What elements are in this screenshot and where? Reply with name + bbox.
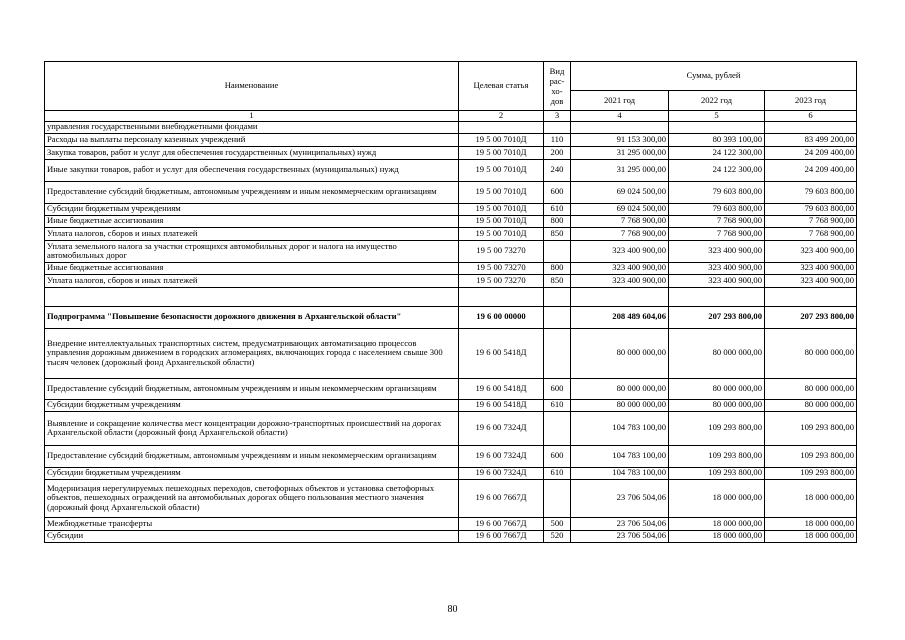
cell-sum-2022: 24 122 300,00 [669, 146, 765, 159]
cell-target-article: 19 6 00 7324Д [459, 445, 544, 467]
cell-sum-2021: 69 024 500,00 [571, 203, 669, 215]
header-2022: 2022 год [669, 91, 765, 111]
cell-sum-2022: 18 000 000,00 [669, 530, 765, 542]
cell-sum-2023: 24 209 400,00 [765, 146, 857, 159]
header-2023: 2023 год [765, 91, 857, 111]
cell-sum-2023: 18 000 000,00 [765, 530, 857, 542]
cell-sum-2023: 7 768 900,00 [765, 227, 857, 240]
budget-table [44, 61, 857, 543]
cell-name: Выявление и сокращение количества мест концентрации дорожно-транспортных происшествий на дорогах Архангельской области (дорожный фонд Архангельской области) [45, 411, 459, 445]
cell-sum-2022: 80 393 100,00 [669, 133, 765, 146]
cell-sum-2022: 79 603 800,00 [669, 203, 765, 215]
table-row [45, 411, 857, 445]
column-number-row [45, 111, 857, 122]
cell-sum-2021: 80 000 000,00 [571, 399, 669, 411]
cell-expense-type [544, 287, 571, 306]
cell-sum-2021 [571, 121, 669, 133]
cell-target-article: 19 6 00 7667Д [459, 479, 544, 517]
cell-sum-2021: 69 024 500,00 [571, 181, 669, 203]
cell-sum-2023: 24 209 400,00 [765, 159, 857, 181]
cell-sum-2023: 7 768 900,00 [765, 215, 857, 227]
cell-sum-2023: 80 000 000,00 [765, 399, 857, 411]
cell-sum-2022: 79 603 800,00 [669, 181, 765, 203]
cell-sum-2022: 323 400 900,00 [669, 240, 765, 262]
cell-sum-2023: 109 293 800,00 [765, 445, 857, 467]
header-name: Наименование [45, 62, 459, 111]
cell-expense-type: 800 [544, 215, 571, 227]
cell-target-article: 19 6 00 5418Д [459, 399, 544, 411]
cell-sum-2022: 109 293 800,00 [669, 411, 765, 445]
cell-expense-type: 800 [544, 262, 571, 274]
cell-sum-2023 [765, 287, 857, 306]
cell-sum-2022: 80 000 000,00 [669, 328, 765, 378]
cell-target-article: 19 5 00 7010Д [459, 133, 544, 146]
cell-sum-2021: 23 706 504,06 [571, 530, 669, 542]
cell-sum-2023: 79 603 800,00 [765, 181, 857, 203]
table-row [45, 227, 857, 240]
cell-expense-type: 600 [544, 378, 571, 399]
cell-sum-2022: 323 400 900,00 [669, 274, 765, 287]
cell-name: Внедрение интеллектуальных транспортных систем, предусматривающих автоматизацию процессов управления дорожным движением в городских агломерациях, включающих города с населением свыше 300 тысяч человек (дорожный фонд Архангельской области) [45, 328, 459, 378]
cell-sum-2021: 7 768 900,00 [571, 227, 669, 240]
cell-sum-2023: 79 603 800,00 [765, 203, 857, 215]
cell-target-article: 19 6 00 5418Д [459, 328, 544, 378]
cell-target-article: 19 6 00 5418Д [459, 378, 544, 399]
cell-sum-2023: 323 400 900,00 [765, 262, 857, 274]
cell-expense-type: 850 [544, 227, 571, 240]
cell-target-article: 19 6 00 7324Д [459, 411, 544, 445]
column-number: 2 [459, 111, 544, 122]
cell-expense-type [544, 121, 571, 133]
cell-sum-2022: 109 293 800,00 [669, 445, 765, 467]
cell-sum-2022 [669, 121, 765, 133]
cell-expense-type: 110 [544, 133, 571, 146]
cell-sum-2022: 18 000 000,00 [669, 479, 765, 517]
cell-target-article: 19 6 00 7667Д [459, 517, 544, 530]
table-row [45, 262, 857, 274]
table-body [45, 121, 857, 542]
table-row [45, 530, 857, 542]
cell-expense-type: 610 [544, 203, 571, 215]
cell-sum-2022: 7 768 900,00 [669, 215, 765, 227]
cell-expense-type: 610 [544, 399, 571, 411]
cell-sum-2022: 80 000 000,00 [669, 378, 765, 399]
cell-expense-type [544, 479, 571, 517]
cell-name: Модернизация нерегулируемых пешеходных переходов, светофорных объектов и установка светофорных объектов, пешеходных ограждений на автомобильных дорогах общего пользования местного значения (дорожный фонд Архангельской области) [45, 479, 459, 517]
cell-target-article [459, 121, 544, 133]
page-number: 80 [447, 604, 458, 615]
cell-name: Межбюджетные трансферты [45, 517, 459, 530]
cell-sum-2023: 80 000 000,00 [765, 378, 857, 399]
cell-sum-2023: 109 293 800,00 [765, 467, 857, 479]
cell-sum-2023: 83 499 200,00 [765, 133, 857, 146]
cell-target-article: 19 5 00 7010Д [459, 159, 544, 181]
cell-expense-type: 240 [544, 159, 571, 181]
cell-name: Иные бюджетные ассигнования [45, 215, 459, 227]
cell-name: Уплата налогов, сборов и иных платежей [45, 227, 459, 240]
table-row [45, 133, 857, 146]
cell-sum-2023: 80 000 000,00 [765, 328, 857, 378]
cell-expense-type: 610 [544, 467, 571, 479]
cell-target-article: 19 5 00 7010Д [459, 203, 544, 215]
cell-expense-type: 850 [544, 274, 571, 287]
cell-name: Субсидии бюджетным учреждениям [45, 203, 459, 215]
column-number: 5 [669, 111, 765, 122]
cell-expense-type [544, 306, 571, 328]
cell-name: Иные бюджетные ассигнования [45, 262, 459, 274]
table-row [45, 181, 857, 203]
cell-name: Субсидии бюджетным учреждениям [45, 399, 459, 411]
table-row [45, 328, 857, 378]
cell-sum-2021: 104 783 100,00 [571, 467, 669, 479]
cell-name: Иные закупки товаров, работ и услуг для обеспечения государственных (муниципальных) нужд [45, 159, 459, 181]
cell-expense-type: 500 [544, 517, 571, 530]
cell-sum-2022: 207 293 800,00 [669, 306, 765, 328]
cell-target-article: 19 5 00 73270 [459, 262, 544, 274]
table-row [45, 467, 857, 479]
cell-target-article: 19 6 00 7667Д [459, 530, 544, 542]
header-sum: Сумма, рублей [571, 62, 857, 91]
cell-sum-2023: 323 400 900,00 [765, 274, 857, 287]
cell-name: Подпрограмма "Повышение безопасности дорожного движения в Архангельской области" [45, 306, 459, 328]
cell-name: Расходы на выплаты персоналу казенных учреждений [45, 133, 459, 146]
cell-sum-2021: 104 783 100,00 [571, 445, 669, 467]
cell-expense-type: 600 [544, 445, 571, 467]
column-number: 4 [571, 111, 669, 122]
cell-sum-2022: 7 768 900,00 [669, 227, 765, 240]
table-row [45, 159, 857, 181]
cell-sum-2023: 323 400 900,00 [765, 240, 857, 262]
table-row [45, 378, 857, 399]
cell-name: Уплата земельного налога за участки строящихся автомобильных дорог и налога на имущество автомобильных дорог [45, 240, 459, 262]
cell-sum-2022: 24 122 300,00 [669, 159, 765, 181]
table-row [45, 146, 857, 159]
table-row [45, 215, 857, 227]
cell-sum-2023 [765, 121, 857, 133]
cell-sum-2021: 31 295 000,00 [571, 159, 669, 181]
cell-target-article: 19 5 00 7010Д [459, 146, 544, 159]
cell-sum-2023: 18 000 000,00 [765, 517, 857, 530]
cell-name: Закупка товаров, работ и услуг для обеспечения государственных (муниципальных) нужд [45, 146, 459, 159]
cell-expense-type [544, 411, 571, 445]
cell-target-article: 19 5 00 7010Д [459, 215, 544, 227]
table-row [45, 121, 857, 133]
column-number: 3 [544, 111, 571, 122]
table-row [45, 517, 857, 530]
cell-name: управления государственными внебюджетными фондами [45, 121, 459, 133]
cell-sum-2022: 80 000 000,00 [669, 399, 765, 411]
cell-sum-2022 [669, 287, 765, 306]
cell-name: Предоставление субсидий бюджетным, автономным учреждениям и иным некоммерческим организациям [45, 378, 459, 399]
cell-name [45, 287, 459, 306]
cell-sum-2023: 207 293 800,00 [765, 306, 857, 328]
header-expense-type: Вид рас-хо-дов [544, 62, 571, 111]
cell-name: Предоставление субсидий бюджетным, автономным учреждениям и иным некоммерческим организациям [45, 445, 459, 467]
cell-target-article: 19 5 00 7010Д [459, 181, 544, 203]
cell-sum-2021: 7 768 900,00 [571, 215, 669, 227]
table-row [45, 203, 857, 215]
table-row [45, 399, 857, 411]
header-2021: 2021 год [571, 91, 669, 111]
cell-sum-2021: 31 295 000,00 [571, 146, 669, 159]
cell-name: Предоставление субсидий бюджетным, автономным учреждениям и иным некоммерческим организациям [45, 181, 459, 203]
cell-sum-2022: 323 400 900,00 [669, 262, 765, 274]
cell-sum-2022: 109 293 800,00 [669, 467, 765, 479]
cell-sum-2021: 323 400 900,00 [571, 262, 669, 274]
cell-sum-2021: 80 000 000,00 [571, 378, 669, 399]
cell-target-article: 19 6 00 00000 [459, 306, 544, 328]
cell-expense-type: 520 [544, 530, 571, 542]
cell-name: Субсидии бюджетным учреждениям [45, 467, 459, 479]
cell-sum-2021: 323 400 900,00 [571, 240, 669, 262]
table-row [45, 479, 857, 517]
header-target-article: Целевая статья [459, 62, 544, 111]
table-row [45, 306, 857, 328]
cell-sum-2021: 23 706 504,06 [571, 517, 669, 530]
cell-sum-2021 [571, 287, 669, 306]
cell-name: Уплата налогов, сборов и иных платежей [45, 274, 459, 287]
table-row [45, 287, 857, 306]
cell-sum-2021: 91 153 300,00 [571, 133, 669, 146]
cell-name: Субсидии [45, 530, 459, 542]
cell-target-article: 19 5 00 73270 [459, 274, 544, 287]
cell-sum-2021: 23 706 504,06 [571, 479, 669, 517]
column-number: 6 [765, 111, 857, 122]
cell-expense-type [544, 240, 571, 262]
cell-target-article: 19 5 00 73270 [459, 240, 544, 262]
table-row [45, 274, 857, 287]
cell-sum-2021: 208 489 604,06 [571, 306, 669, 328]
table-row [45, 445, 857, 467]
cell-expense-type [544, 328, 571, 378]
table-row [45, 240, 857, 262]
column-number: 1 [45, 111, 459, 122]
cell-sum-2021: 323 400 900,00 [571, 274, 669, 287]
cell-target-article [459, 287, 544, 306]
cell-target-article: 19 5 00 7010Д [459, 227, 544, 240]
cell-sum-2023: 109 293 800,00 [765, 411, 857, 445]
cell-sum-2022: 18 000 000,00 [669, 517, 765, 530]
cell-expense-type: 600 [544, 181, 571, 203]
cell-expense-type: 200 [544, 146, 571, 159]
cell-sum-2021: 104 783 100,00 [571, 411, 669, 445]
cell-sum-2021: 80 000 000,00 [571, 328, 669, 378]
cell-target-article: 19 6 00 7324Д [459, 467, 544, 479]
cell-sum-2023: 18 000 000,00 [765, 479, 857, 517]
